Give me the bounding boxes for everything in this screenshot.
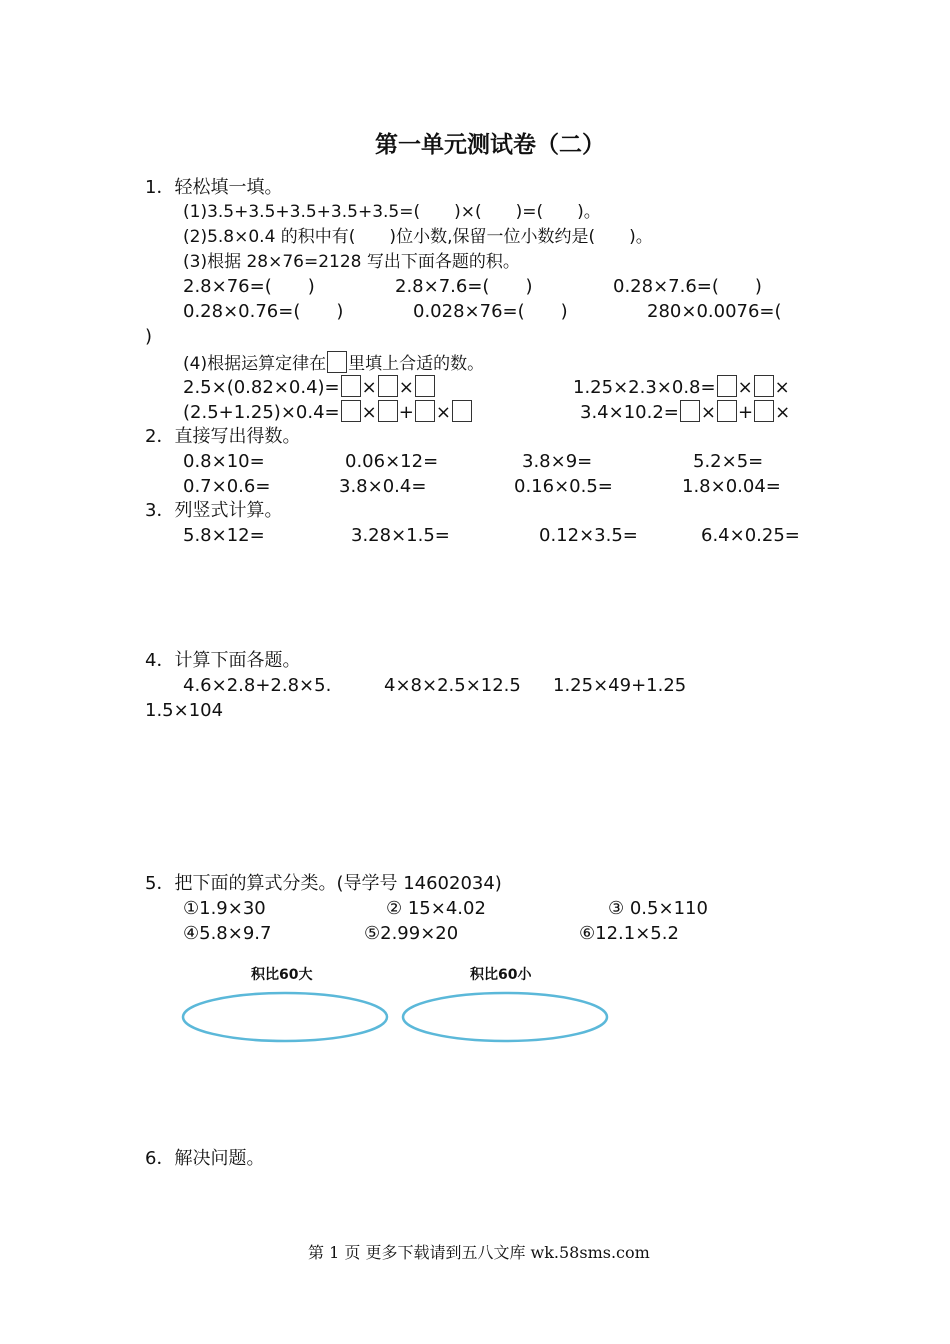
q2-r2-item2: 3.8×0.4= [339,476,427,497]
q2-r1-item3: 3.8×9= [522,451,593,472]
q1-part4-text-b: 里填上合适的数。 [348,354,485,374]
op: + [737,402,754,423]
answer-box[interactable] [378,400,398,422]
expr: 2.5×(0.82×0.4)= [183,377,340,398]
q2-r1-item4: 5.2×5= [693,451,764,472]
expr: (2.5+1.25)×0.4= [183,402,340,423]
classify-ellipse-less[interactable] [400,990,612,1046]
q3-r1-item4: 6.4×0.25= [701,525,800,546]
classify-ellipse-greater[interactable] [180,990,392,1046]
answer-box[interactable] [341,400,361,422]
answer-box[interactable] [341,375,361,397]
answer-box[interactable] [717,375,737,397]
q2-r1-item1: 0.8×10= [183,451,265,472]
op: × [737,377,753,398]
q4-r2-item1: 1.5×104 [145,700,224,721]
expr: 3.4×10.2= [580,402,679,423]
expr: 1.25×2.3×0.8= [573,377,716,398]
label-less-than-60: 积比60小 [470,967,532,983]
q1-law-line2a [183,400,473,424]
q3-r1-item2: 3.28×1.5= [351,525,450,546]
q2-r2-item3: 0.16×0.5= [514,476,613,497]
op: × [361,402,377,423]
q1-part2: (2)5.8×0.4 的积中有( )位小数,保留一位小数约是( )。 [183,227,653,247]
answer-box[interactable] [754,375,774,397]
label-greater-than-60: 积比60大 [251,967,313,983]
q1-r2-item3: 280×0.0076=( [647,301,782,322]
answer-box[interactable] [327,351,347,373]
q5-heading: 5．把下面的算式分类。(导学号 14602034) [145,873,502,894]
q1-r1-item1: 2.8×76=( ) [183,276,315,297]
op: × [775,402,791,423]
answer-box[interactable] [717,400,737,422]
q3-r1-item1: 5.8×12= [183,525,265,546]
q1-part4-text-a: (4)根据运算定律在 [183,354,327,374]
q5-r1-item2: ② 15×4.02 [386,898,486,919]
q4-r1-item3: 1.25×49+1.25 [553,675,687,696]
q5-r2-item1: ④5.8×9.7 [183,923,272,944]
q1-r1-item3: 0.28×7.6=( ) [613,276,762,297]
answer-box[interactable] [378,375,398,397]
q1-r1-item2: 2.8×7.6=( ) [395,276,533,297]
q1-part3: (3)根据 28×76=2128 写出下面各题的积。 [183,252,520,272]
q2-r1-item2: 0.06×12= [345,451,439,472]
q1-law-line2b [580,400,790,424]
answer-box[interactable] [754,400,774,422]
op: × [700,402,716,423]
q5-r1-item1: ①1.9×30 [183,898,266,919]
q3-heading: 3．列竖式计算。 [145,500,283,521]
q1-law-line1a [183,375,436,399]
q3-r1-item3: 0.12×3.5= [539,525,638,546]
q1-r2-tail: ) [145,326,153,347]
op: × [774,377,790,398]
q1-heading: 1．轻松填一填。 [145,177,283,198]
page-title: 第一单元测试卷（二） [375,131,605,158]
answer-box[interactable] [415,400,435,422]
q1-r2-item1: 0.28×0.76=( ) [183,301,344,322]
op: × [435,402,451,423]
q1-part4 [183,351,484,375]
q2-r2-item1: 0.7×0.6= [183,476,271,497]
q5-r1-item3: ③ 0.5×110 [608,898,708,919]
q4-r1-item2: 4×8×2.5×12.5 [384,675,521,696]
op: + [398,402,414,423]
op: × [398,377,414,398]
op: × [361,377,377,398]
page-footer: 第 1 页 更多下载请到五八文库 wk.58sms.com [308,1243,650,1262]
q4-heading: 4．计算下面各题。 [145,650,301,671]
q5-r2-item3: ⑥12.1×5.2 [579,923,679,944]
answer-box[interactable] [680,400,700,422]
q5-r2-item2: ⑤2.99×20 [364,923,459,944]
q1-law-line1b [573,375,790,399]
answer-box[interactable] [452,400,472,422]
answer-box[interactable] [415,375,435,397]
q6-heading: 6．解决问题。 [145,1148,265,1169]
q2-r2-item4: 1.8×0.04= [682,476,781,497]
q1-r2-item2: 0.028×76=( ) [413,301,568,322]
q4-r1-item1: 4.6×2.8+2.8×5. [183,675,332,696]
q2-heading: 2．直接写出得数。 [145,426,301,447]
q1-part1: (1)3.5+3.5+3.5+3.5+3.5=( )×( )=( )。 [183,202,601,222]
